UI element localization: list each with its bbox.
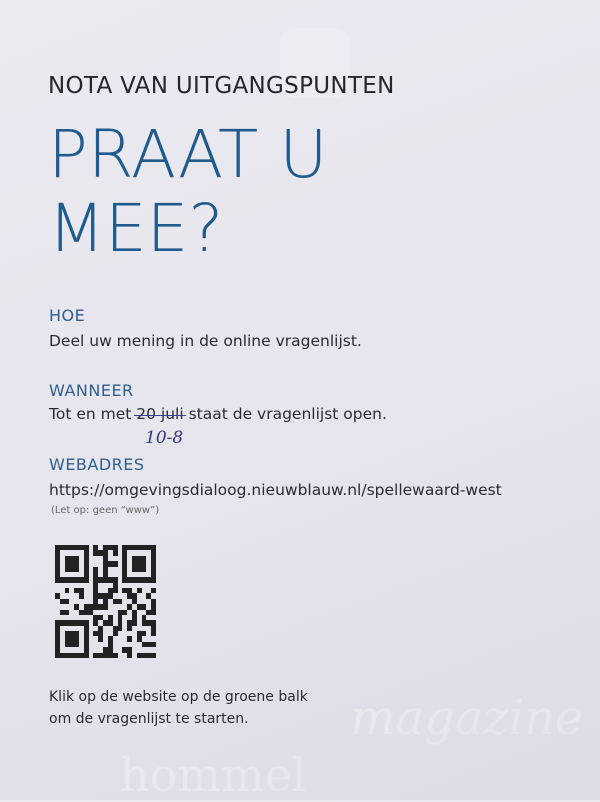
section-text-wanneer bbox=[49, 405, 387, 423]
section-label-webadres: WEBADRES bbox=[49, 455, 145, 474]
section-text-hoe: Deel uw mening in de online vragenlijst. bbox=[49, 332, 362, 350]
section-label-wanneer: WANNEER bbox=[49, 381, 134, 400]
section-label-hoe: HOE bbox=[49, 306, 86, 325]
instruction-line-2: om de vragenlijst te starten. bbox=[49, 711, 249, 727]
title-line-2: MEE? bbox=[48, 190, 224, 267]
page-title bbox=[48, 118, 328, 266]
wanneer-suffix: staat de vragenlijst open. bbox=[183, 405, 387, 423]
handwritten-date-correction: 10-8 bbox=[145, 428, 184, 448]
show-through-text: hommel bbox=[120, 748, 307, 802]
wanneer-prefix: Tot en met bbox=[49, 405, 137, 423]
web-address-note: (Let op: geen “www”) bbox=[51, 505, 160, 516]
show-through-text: magazine bbox=[350, 690, 584, 746]
title-line-1: PRAAT U bbox=[48, 116, 328, 193]
document-kicker: NOTA VAN UITGANGSPUNTEN bbox=[48, 73, 395, 99]
instruction-line-1: Klik op de website op de groene balk bbox=[49, 689, 308, 705]
qr-code-icon bbox=[55, 545, 156, 658]
web-address: https://omgevingsdialoog.nieuwblauw.nl/spellewaard-west bbox=[49, 481, 502, 499]
struck-date: 20 juli bbox=[136, 405, 184, 423]
